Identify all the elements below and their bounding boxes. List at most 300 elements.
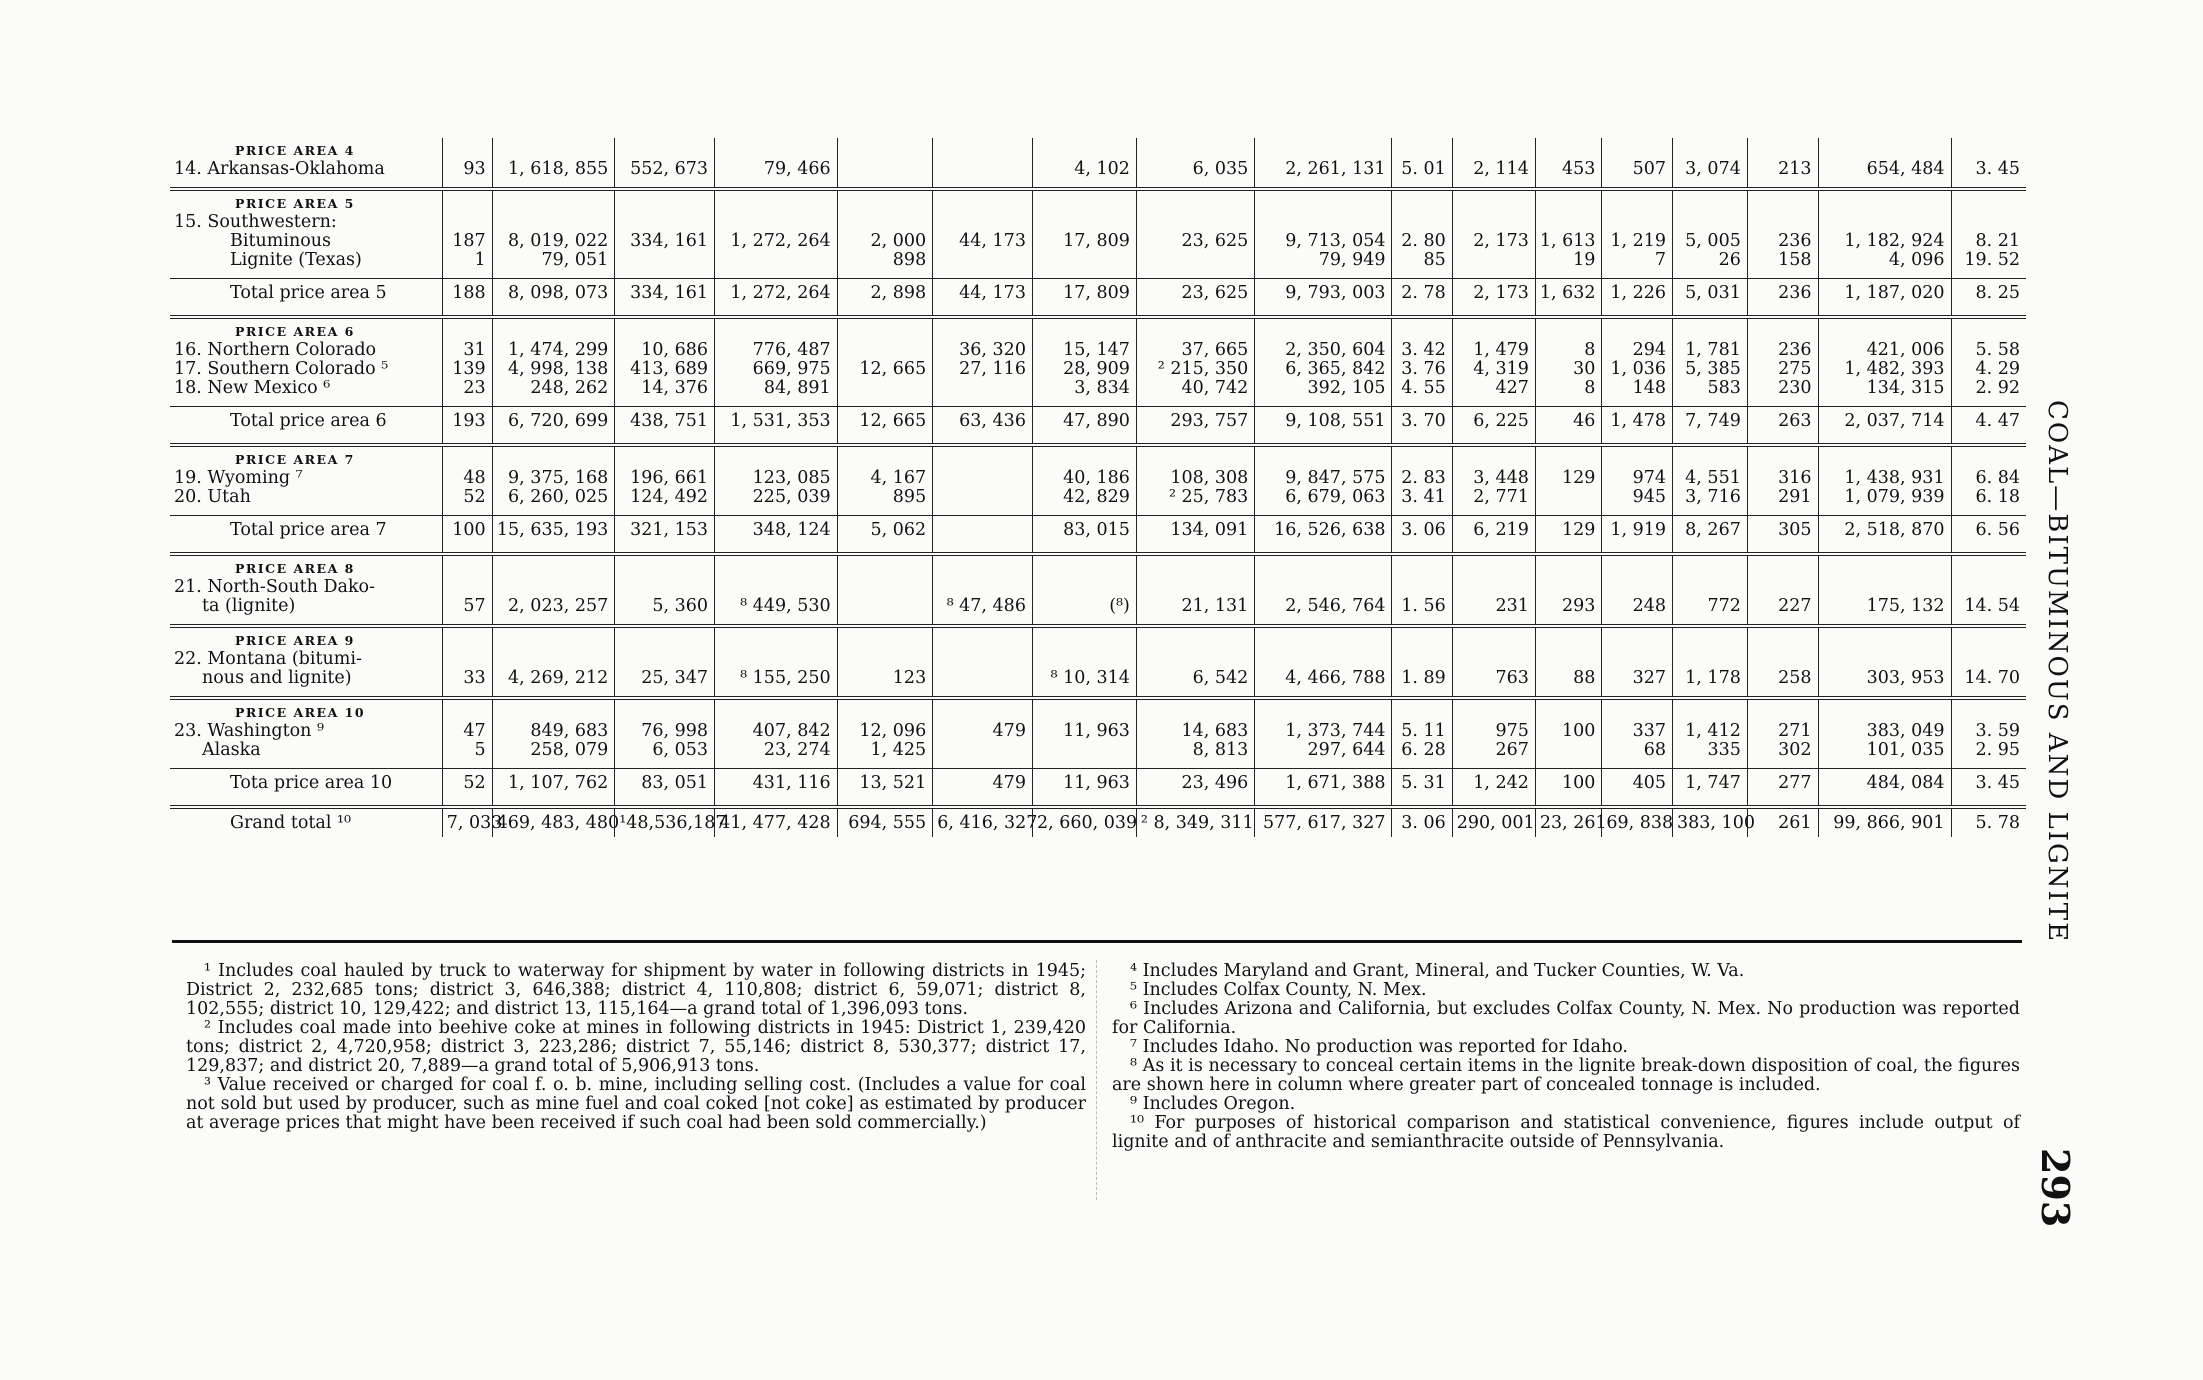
table-rule (170, 544, 2026, 554)
table-cell (933, 688, 1033, 698)
table-cell (442, 189, 492, 213)
table-cell (442, 698, 492, 722)
table-cell (1602, 797, 1673, 807)
price-area-label: PRICE AREA 7 (235, 452, 355, 467)
table-rule (170, 270, 2026, 279)
table-cell: 277 (1747, 769, 1818, 798)
table-cell: 4, 269, 212 (492, 669, 615, 688)
table-cell: ⁸ 155, 250 (715, 669, 838, 688)
table-cell (1032, 251, 1136, 270)
table-cell (1747, 797, 1818, 807)
table-cell (1602, 688, 1673, 698)
table-cell: 4, 102 (1032, 160, 1136, 179)
table-cell (492, 544, 615, 554)
table-cell: 6, 035 (1136, 160, 1254, 179)
table-cell: 83, 015 (1032, 516, 1136, 545)
table-cell (1951, 616, 2026, 626)
table-row (170, 597, 2026, 616)
table-cell (1673, 398, 1748, 407)
table-cell (1951, 698, 2026, 722)
table-cell: 12, 096 (837, 722, 933, 741)
table-cell: 9, 375, 168 (492, 469, 615, 488)
table-cell: 1, 425 (837, 741, 933, 760)
table-cell (1136, 251, 1254, 270)
table-cell (1602, 189, 1673, 213)
table-cell: 23, 496 (1136, 769, 1254, 798)
table-cell: 187 (442, 232, 492, 251)
table-cell: 1, 242 (1452, 769, 1535, 798)
footnote-6: ⁶ Includes Arizona and California, but excludes Colfax County, N. Mex. No production was reported for California. (1112, 999, 2020, 1038)
row-label: Alaska (202, 740, 261, 760)
table-cell (1136, 626, 1254, 650)
table-cell (1032, 544, 1136, 554)
table-row (170, 251, 2026, 270)
table-row (170, 341, 2026, 360)
table-rule (170, 797, 2026, 807)
table-cell (1255, 760, 1392, 769)
table-cell (933, 544, 1033, 554)
table-cell: 30 (1535, 360, 1602, 379)
table-cell: 1, 438, 931 (1818, 469, 1951, 488)
table-cell (1673, 688, 1748, 698)
table-row (170, 488, 2026, 507)
table-cell (715, 317, 838, 341)
table-cell (1535, 270, 1602, 279)
running-head (2042, 400, 2078, 960)
table-cell: 129 (1535, 469, 1602, 488)
table-cell (1747, 507, 1818, 516)
table-cell (837, 317, 933, 341)
row-label: Total price area 7 (230, 519, 387, 540)
table-cell: 236 (1747, 232, 1818, 251)
table-cell: 41, 477, 428 (715, 807, 838, 837)
table-cell: 76, 998 (615, 722, 715, 741)
table-cell (715, 578, 838, 597)
row-label: ta (lignite) (202, 596, 296, 616)
table-cell (615, 578, 715, 597)
table-cell (1602, 616, 1673, 626)
table-cell: 79, 051 (492, 251, 615, 270)
table-cell (1535, 688, 1602, 698)
table-cell (933, 317, 1033, 341)
table-cell (1535, 650, 1602, 669)
table-cell (492, 688, 615, 698)
table-cell (492, 650, 615, 669)
total-row (170, 407, 2026, 436)
table-cell (1747, 270, 1818, 279)
table-cell (1535, 488, 1602, 507)
table-cell: 258, 079 (492, 741, 615, 760)
table-cell (1032, 797, 1136, 807)
table-cell (1535, 307, 1602, 317)
table-cell (1032, 626, 1136, 650)
table-cell (1255, 435, 1392, 445)
row-label: 17. Southern Colorado ⁵ (174, 359, 389, 379)
table-cell (1818, 213, 1951, 232)
table-cell (1818, 688, 1951, 698)
table-cell (1392, 138, 1452, 160)
table-cell (933, 179, 1033, 189)
table-cell: 100 (442, 516, 492, 545)
table-cell (1452, 650, 1535, 669)
table-rule (170, 398, 2026, 407)
table-cell (442, 270, 492, 279)
table-cell: 27, 116 (933, 360, 1033, 379)
table-cell (933, 270, 1033, 279)
table-cell: 23, 261 (1535, 807, 1602, 837)
table-cell: 583 (1673, 379, 1748, 398)
table-cell (1673, 554, 1748, 578)
table-cell (170, 616, 442, 626)
table-cell (615, 797, 715, 807)
table-cell (1602, 544, 1673, 554)
table-cell: 52 (442, 769, 492, 798)
table-cell: 945 (1602, 488, 1673, 507)
table-cell: 2. 95 (1951, 741, 2026, 760)
table-cell (1673, 270, 1748, 279)
table-cell (933, 616, 1033, 626)
table-cell (1136, 507, 1254, 516)
price-area-heading (170, 189, 2026, 213)
table-row (170, 469, 2026, 488)
table-cell: 3, 834 (1032, 379, 1136, 398)
table-cell: 8, 813 (1136, 741, 1254, 760)
table-cell: 1, 747 (1673, 769, 1748, 798)
table-cell (1452, 317, 1535, 341)
row-label: 16. Northern Colorado (174, 340, 377, 360)
table-cell (1747, 698, 1818, 722)
table-cell: 2, 660, 039 (1032, 807, 1136, 837)
table-cell: 2. 83 (1392, 469, 1452, 488)
table-bottom-rule (172, 940, 2022, 943)
table-cell (1951, 317, 2026, 341)
table-cell (1818, 179, 1951, 189)
table-cell: 407, 842 (715, 722, 838, 741)
table-cell: 507 (1602, 160, 1673, 179)
table-cell (1535, 213, 1602, 232)
table-cell: 14. 70 (1951, 669, 2026, 688)
total-row (170, 279, 2026, 308)
table-cell: 8 (1535, 379, 1602, 398)
table-cell (1673, 616, 1748, 626)
table-cell: 11, 963 (1032, 769, 1136, 798)
table-cell (1535, 554, 1602, 578)
price-area-heading (170, 554, 2026, 578)
table-cell (492, 179, 615, 189)
table-cell (442, 797, 492, 807)
table-cell (837, 379, 933, 398)
table-cell (1452, 435, 1535, 445)
price-area-heading (170, 626, 2026, 650)
table-cell (1032, 138, 1136, 160)
table-cell (837, 270, 933, 279)
table-cell: 6, 225 (1452, 407, 1535, 436)
price-area-label: PRICE AREA 10 (235, 705, 366, 720)
table-cell (615, 554, 715, 578)
row-label: 20. Utah (174, 487, 251, 507)
table-cell (1818, 698, 1951, 722)
table-cell (1452, 307, 1535, 317)
table-cell: ² 215, 350 (1136, 360, 1254, 379)
table-cell: 9, 713, 054 (1255, 232, 1392, 251)
table-cell (1392, 317, 1452, 341)
table-cell (1255, 307, 1392, 317)
row-label: 19. Wyoming ⁷ (174, 468, 303, 488)
table-cell: 123, 085 (715, 469, 838, 488)
table-cell (1452, 251, 1535, 270)
table-cell: 40, 186 (1032, 469, 1136, 488)
table-cell (1673, 698, 1748, 722)
table-cell (615, 507, 715, 516)
table-cell (1602, 317, 1673, 341)
table-cell (1535, 698, 1602, 722)
table-cell: ⁸ 449, 530 (715, 597, 838, 616)
table-row (170, 669, 2026, 688)
table-cell: 5. 31 (1392, 769, 1452, 798)
table-cell (615, 626, 715, 650)
table-cell: 26 (1673, 251, 1748, 270)
table-cell: 1, 613 (1535, 232, 1602, 251)
table-cell: 654, 484 (1818, 160, 1951, 179)
table-cell (1951, 307, 2026, 317)
table-cell (1535, 797, 1602, 807)
table-rule (170, 616, 2026, 626)
table-cell: 158 (1747, 251, 1818, 270)
table-cell: 15, 635, 193 (492, 516, 615, 545)
table-cell (1392, 626, 1452, 650)
table-cell: 19 (1535, 251, 1602, 270)
table-cell: 14, 376 (615, 379, 715, 398)
table-cell (1535, 317, 1602, 341)
table-cell: 3. 59 (1951, 722, 2026, 741)
table-cell (1255, 616, 1392, 626)
table-cell: 79, 466 (715, 160, 838, 179)
table-cell: 1, 272, 264 (715, 279, 838, 308)
table-cell: 231 (1452, 597, 1535, 616)
table-cell (1032, 435, 1136, 445)
table-cell (1535, 138, 1602, 160)
table-cell (1255, 317, 1392, 341)
table-cell (1392, 688, 1452, 698)
table-cell: 772 (1673, 597, 1748, 616)
table-cell (1951, 507, 2026, 516)
table-cell (1136, 760, 1254, 769)
table-cell (837, 578, 933, 597)
table-cell: 290, 001 (1452, 807, 1535, 837)
table-cell: 88 (1535, 669, 1602, 688)
table-cell: 1, 182, 924 (1818, 232, 1951, 251)
table-cell: 4, 319 (1452, 360, 1535, 379)
table-cell (1535, 626, 1602, 650)
table-cell: 6, 416, 327 (933, 807, 1033, 837)
table-cell: 3, 716 (1673, 488, 1748, 507)
table-cell: 2. 92 (1951, 379, 2026, 398)
table-cell: 258 (1747, 669, 1818, 688)
table-cell (1032, 398, 1136, 407)
table-cell (492, 760, 615, 769)
table-cell (1255, 650, 1392, 669)
table-cell: 293, 757 (1136, 407, 1254, 436)
footnote-8: ⁸ As it is necessary to conceal certain items in the lignite break-down disposition of coal, the figures are shown here in column where greater part of concealed tonnage is included. (1112, 1056, 2020, 1095)
table-cell (1951, 760, 2026, 769)
footnotes-right (1112, 962, 2020, 1152)
table-cell: 4, 998, 138 (492, 360, 615, 379)
table-cell (170, 797, 442, 807)
table-cell (615, 544, 715, 554)
table-cell (615, 688, 715, 698)
table-cell: 1, 531, 353 (715, 407, 838, 436)
table-cell (170, 270, 442, 279)
table-cell: 196, 661 (615, 469, 715, 488)
table-cell: 1, 219 (1602, 232, 1673, 251)
table-cell: 193 (442, 407, 492, 436)
data-table (170, 138, 2026, 837)
table-cell (1951, 435, 2026, 445)
table-cell: 4, 551 (1673, 469, 1748, 488)
table-cell: 2, 037, 714 (1818, 407, 1951, 436)
table-rule (170, 307, 2026, 317)
table-cell (1602, 138, 1673, 160)
column-divider (1096, 960, 1098, 1200)
price-area-heading (170, 138, 2026, 160)
table-cell (1818, 797, 1951, 807)
table-cell (1818, 307, 1951, 317)
table-cell (170, 544, 442, 554)
table-cell (615, 189, 715, 213)
table-row (170, 650, 2026, 669)
table-cell (1818, 760, 1951, 769)
table-cell (1951, 445, 2026, 469)
table-cell (1818, 398, 1951, 407)
table-cell (933, 379, 1033, 398)
table-cell: 895 (837, 488, 933, 507)
table-cell (837, 650, 933, 669)
table-cell (1951, 554, 2026, 578)
table-cell (1392, 760, 1452, 769)
table-cell: 99, 866, 901 (1818, 807, 1951, 837)
table-cell: 302 (1747, 741, 1818, 760)
table-cell (492, 213, 615, 232)
table-cell (1747, 688, 1818, 698)
table-cell: 669, 975 (715, 360, 838, 379)
table-cell (837, 341, 933, 360)
row-label: 22. Montana (bitumi- (174, 649, 362, 669)
table-cell (1818, 435, 1951, 445)
table-cell: 79, 949 (1255, 251, 1392, 270)
table-row (170, 722, 2026, 741)
table-cell (615, 307, 715, 317)
table-cell (1452, 189, 1535, 213)
table-cell (1951, 626, 2026, 650)
table-cell (715, 544, 838, 554)
table-cell: ⁸ 47, 486 (933, 597, 1033, 616)
table-cell: 3. 06 (1392, 807, 1452, 837)
table-cell (1818, 317, 1951, 341)
table-cell (442, 435, 492, 445)
table-cell: 40, 742 (1136, 379, 1254, 398)
table-cell: 453 (1535, 160, 1602, 179)
table-cell: 405 (1602, 769, 1673, 798)
table-cell (1452, 138, 1535, 160)
table-cell: 5, 005 (1673, 232, 1748, 251)
table-cell (1747, 179, 1818, 189)
table-cell: 8. 21 (1951, 232, 2026, 251)
table-cell (442, 213, 492, 232)
table-cell (1255, 445, 1392, 469)
table-row (170, 741, 2026, 760)
table-cell (1452, 507, 1535, 516)
table-cell (1602, 554, 1673, 578)
table-cell (1255, 138, 1392, 160)
table-cell (1032, 317, 1136, 341)
table-cell: 123 (837, 669, 933, 688)
table-cell (1136, 213, 1254, 232)
table-cell: 12, 665 (837, 360, 933, 379)
table-cell: 2. 78 (1392, 279, 1452, 308)
table-cell: 47, 890 (1032, 407, 1136, 436)
table-cell (1255, 688, 1392, 698)
table-cell: 6. 18 (1951, 488, 2026, 507)
table-cell: 261 (1747, 807, 1818, 837)
price-area-label: PRICE AREA 5 (235, 196, 355, 211)
table-cell: 8 (1535, 341, 1602, 360)
table-cell: 263 (1747, 407, 1818, 436)
table-cell: 4. 29 (1951, 360, 2026, 379)
table-rule (170, 688, 2026, 698)
table-cell (715, 138, 838, 160)
table-cell: 3. 45 (1951, 769, 2026, 798)
table-cell: 23 (442, 379, 492, 398)
table-cell (1673, 797, 1748, 807)
table-cell (1951, 688, 2026, 698)
footnote-7: ⁷ Includes Idaho. No production was reported for Idaho. (1130, 1037, 1628, 1057)
table-cell: 8. 25 (1951, 279, 2026, 308)
table-cell (442, 138, 492, 160)
table-cell (1602, 650, 1673, 669)
table-cell (442, 616, 492, 626)
table-cell (1818, 189, 1951, 213)
table-cell: 327 (1602, 669, 1673, 688)
table-cell (715, 760, 838, 769)
table-cell (1747, 398, 1818, 407)
table-cell: 4. 55 (1392, 379, 1452, 398)
table-cell (1602, 398, 1673, 407)
table-cell (492, 554, 615, 578)
table-cell: 36, 320 (933, 341, 1033, 360)
table-cell (1951, 398, 2026, 407)
table-cell: 248, 262 (492, 379, 615, 398)
table-cell (1673, 307, 1748, 317)
table-cell: 1 (442, 251, 492, 270)
table-cell: 15, 147 (1032, 341, 1136, 360)
table-cell: 7, 749 (1673, 407, 1748, 436)
table-cell (1747, 554, 1818, 578)
table-cell (1818, 445, 1951, 469)
table-cell (1818, 138, 1951, 160)
table-cell (1392, 179, 1452, 189)
table-cell (1673, 578, 1748, 597)
table-cell: 413, 689 (615, 360, 715, 379)
table-cell: 291 (1747, 488, 1818, 507)
price-area-label: PRICE AREA 8 (235, 561, 355, 576)
table-cell (1032, 698, 1136, 722)
table-cell: 294 (1602, 341, 1673, 360)
table-cell (1747, 445, 1818, 469)
table-cell: 85 (1392, 251, 1452, 270)
table-cell (1255, 698, 1392, 722)
table-cell: 6. 56 (1951, 516, 2026, 545)
table-cell (837, 189, 933, 213)
